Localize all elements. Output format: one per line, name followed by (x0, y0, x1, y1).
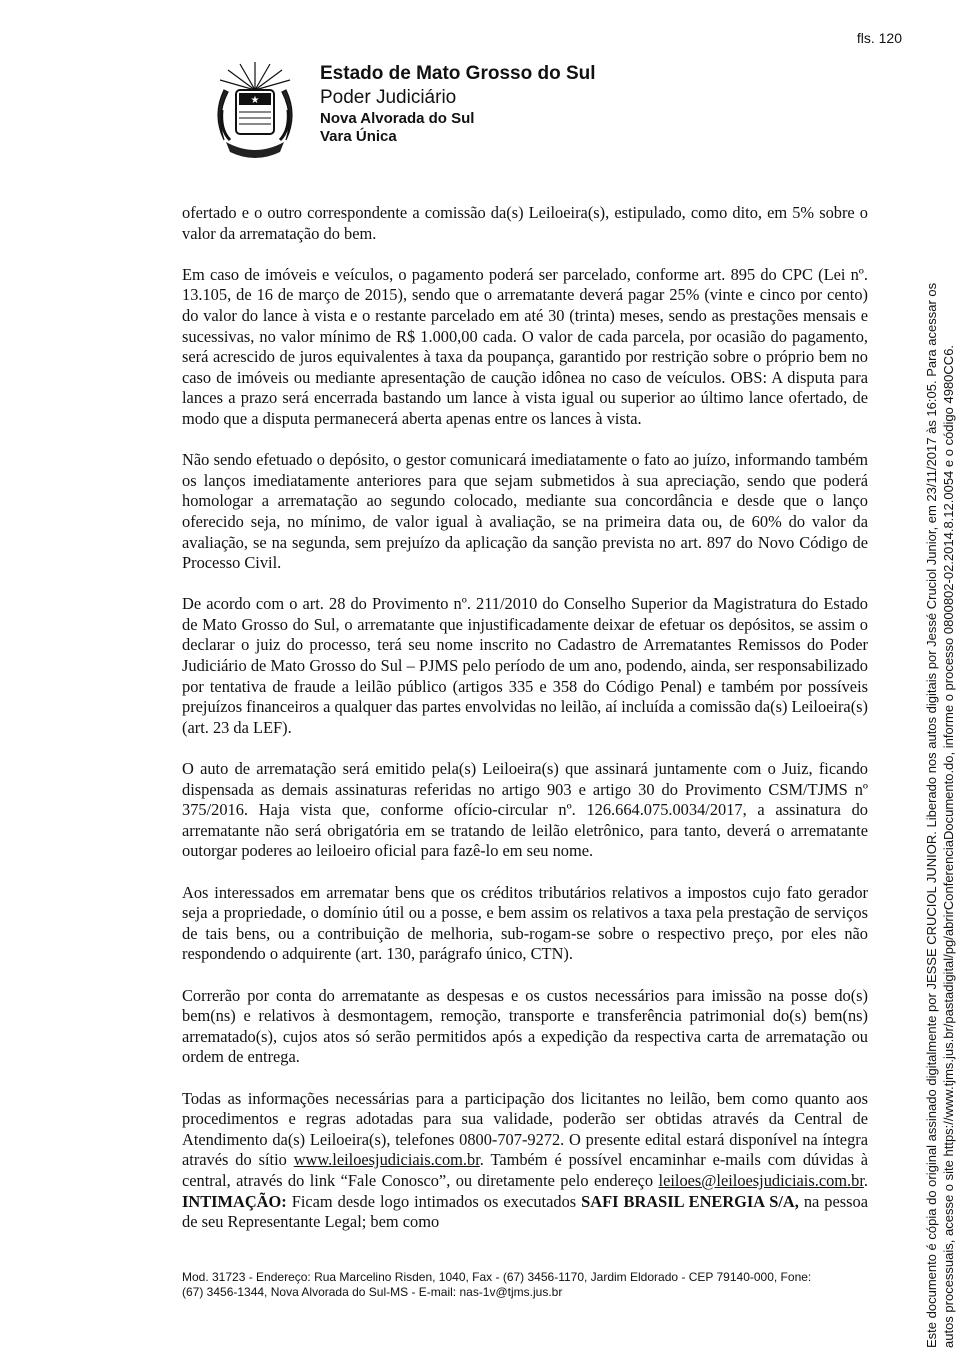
footer-address-line: Mod. 31723 - Endereço: Rua Marcelino Risden, 1040, Fax - (67) 3456-1170, Jardim Eldorado - CEP 79140-000, Fone: (182, 1270, 812, 1284)
signature-note-line-1: Este documento é cópia do original assinado digitalmente por JESSE CRUCIOL JUNIOR. Liberado nos autos digitais por Jessé Cruciol Junior, em 23/11/2017 às 16:05. Para acessar os (924, 282, 939, 1348)
court-name: Vara Única (320, 128, 397, 146)
paragraph-commission: ofertado e o outro correspondente a comissão da(s) Leiloeira(s), estipulado, como dito, em 5% sobre o valor da arrematação do bem. (182, 203, 868, 243)
website-link[interactable]: www.leiloesjudiciais.com.br (293, 1150, 480, 1170)
svg-text:★: ★ (250, 95, 260, 106)
state-coat-of-arms-icon (210, 60, 300, 162)
paragraph-installments: Em caso de imóveis e veículos, o pagamento poderá ser parcelado, conforme art. 895 do CPC (Lei nº. 13.105, de 16 de março de 2015), sendo que o arrematante deverá pagar 25% (vinte e cinco por cento) do valor do lance à vista e o restante parcelado em até 30 (trinta) meses, sendo as prestações mensais e sucessivas, no valor mínimo de R$ 1.000,00 cada. O valor de cada parcela, por ocasião do pagamento, será acrescido de juros equivalentes à taxa da poupança, garantido por restrição sobre o próprio bem no caso de imóveis ou mediante apresentação de caução idônea no caso de veículos. OBS: A disputa para lances a prazo será encerrada bastando um lance à vista igual ou superior ao último lance ofertado, de modo que a disputa permanecerá aberta apenas entre os lances à vista. (182, 264, 868, 428)
paragraph-deposit: Não sendo efetuado o depósito, o gestor comunicará imediatamente o fato ao juízo, informando também os lanços imediatamente anteriores para que sejam submetidos à sua apreciação, sendo que poderá homologar a arrematação ao segundo colocado, mediante sua concordância e desde que o lanço oferecido seja, no mínimo, de valor igual à avaliação, se na primeira data ou, de 60% do valor da avaliação, se na segunda, sem prejuízo da aplicação da sanção prevista no art. 897 do Novo Código de Processo Civil. (182, 450, 868, 573)
footer-contact-line: (67) 3456-1344, Nova Alvorada do Sul-MS - E-mail: nas-1v@tjms.jus.br (182, 1285, 563, 1299)
information-text-4: Ficam desde logo intimados os executados (286, 1191, 582, 1211)
information-text-3: . (863, 1170, 868, 1190)
information-text-5: na pessoa de seu Representante Legal; bem como (182, 1191, 869, 1232)
intimation-label: INTIMAÇÃO: (182, 1191, 287, 1211)
information-text: Todas as informações necessárias para a participação dos licitantes no leilão, bem como quanto aos procedimentos e regras adotadas para sua validade, poderão ser obtidas através da Central de Atendimento da(s) Leiloeira(s), telefones 0800-707-9272. O presente edital estará disponível na íntegra através do sítio (182, 1088, 868, 1170)
digital-signature-note (923, 158, 957, 1348)
signature-note-line-2: autos processuais, acesse o site https://www.tjms.jus.br/pastadigital/pg/abrirConferenciaDocumento.do, informe o processo 0800802-02.2014.8.12.0054 e o código 4980CC6. (941, 344, 956, 1348)
information-text-2: . Também é possível encaminhar e-mails com dúvidas à central, através do link “Fale Conosco”, ou diretamente pelo endereço (182, 1150, 868, 1190)
paragraph-tax-credits: Aos interessados em arrematar bens que os créditos tributários relativos a impostos cujo fato gerador seja a propriedade, o domínio útil ou a posse, e bem assim os relativos a taxa pela prestação de serviços de tais bens, ou a contribuição de melhoria, sub-rogam-se sobre o respectivo preço, por eles não respondendo o adquirente (art. 130, parágrafo único, CTN). (182, 882, 868, 964)
document-body (182, 203, 868, 1253)
page-number: fls. 120 (856, 30, 902, 46)
paragraph-penalty: De acordo com o art. 28 do Provimento nº. 211/2010 do Conselho Superior da Magistratura do Estado de Mato Grosso do Sul, o arrematante que injustificadamente deixar de efetuar os depósitos, se assim o declarar o juiz do processo, terá seu nome inscrito no Cadastro de Arrematantes Remissos do Poder Judiciário de Mato Grosso do Sul – PJMS pelo período de um ano, podendo, ainda, ser responsabilizado por tentativa de fraude a leilão público (artigos 335 e 358 do Código Penal) e também por possíveis prejuízos financeiros a qualquer das partes envolvidas no leilão, aí incluída a comissão da(s) Leiloeira(s) (art. 23 da LEF). (182, 594, 868, 737)
court-header (320, 62, 596, 147)
paragraph-auction-record: O auto de arrematação será emitido pela(s) Leiloeira(s) que assinará juntamente com o Juiz, ficando dispensada as demais assinaturas referidas no artigo 903 e artigo 30 do Provimento CSM/TJMS nº 375/2016. Haja vista que, conforme ofício-circular nº. 126.664.075.0034/2017, a assinatura do arrematante não será obrigatória em se tratando de leilão eletrônico, para tanto, deverá o arrematante outorgar poderes ao leiloeiro oficial para fazê-lo em seu nome. (182, 759, 868, 861)
paragraph-expenses: Correrão por conta do arrematante as despesas e os custos necessários para imissão na posse do(s) bem(ns) e relativos à desmontagem, remoção, transporte e transferência patrimonial do(s) bem(ns) arrematado(s), cujos atos só serão permitidos após a expedição da respectiva carta de arrematação ou ordem de entrega. (182, 985, 868, 1067)
defendant-name: SAFI BRASIL ENERGIA S/A, (581, 1191, 799, 1211)
judicial-power: Poder Judiciário (320, 86, 457, 108)
paragraph-information (182, 1089, 868, 1233)
page-footer (182, 1270, 882, 1300)
state-name: Estado de Mato Grosso do Sul (320, 63, 596, 84)
district-name: Nova Alvorada do Sul (320, 109, 475, 127)
email-link[interactable]: leiloes@leiloesjudiciais.com.br (658, 1170, 864, 1190)
